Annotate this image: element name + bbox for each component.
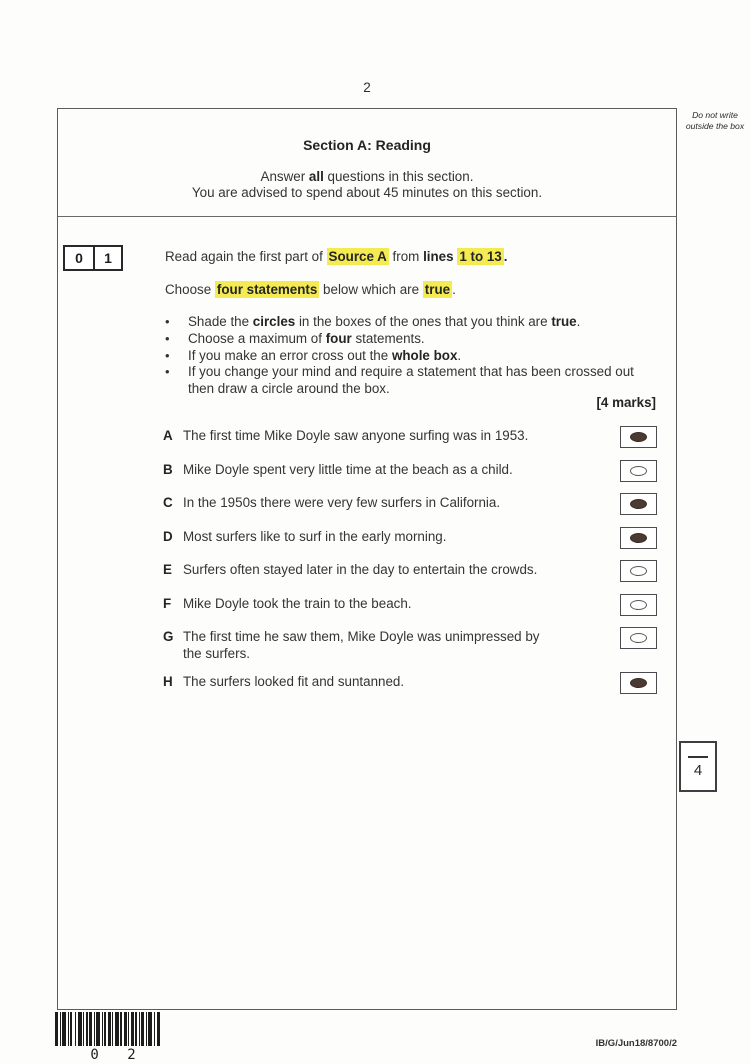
- statement-row: [163, 596, 657, 618]
- answer-box[interactable]: [620, 560, 657, 582]
- bullet-list: [165, 314, 643, 398]
- bullet-item: [165, 348, 643, 365]
- total-marks-value: 4: [693, 762, 703, 779]
- answer-box[interactable]: [620, 627, 657, 649]
- section-title: Section A: Reading: [303, 137, 431, 153]
- statement-text: Mike Doyle spent very little time at the beach as a child.: [183, 461, 513, 477]
- answer-box[interactable]: [620, 426, 657, 448]
- section-header: [58, 109, 676, 217]
- answer-oval: [630, 533, 647, 543]
- bullet-dot-icon: •: [165, 330, 170, 346]
- marks-label: [4 marks]: [596, 395, 656, 410]
- section-instruction-line: You are advised to spend about 45 minutes on this section.: [191, 185, 543, 200]
- answer-oval: [630, 678, 647, 688]
- answer-box[interactable]: [620, 493, 657, 515]
- bullet-text: Shade the circles in the boxes of the ones that you think are true.: [188, 314, 581, 329]
- statement-text: The surfers looked fit and suntanned.: [183, 674, 405, 690]
- footer-reference: IB/G/Jun18/8700/2: [595, 1038, 677, 1049]
- statement-row: [163, 629, 657, 663]
- statement-text: Surfers often stayed later in the day to entertain the crowds.: [183, 562, 538, 577]
- statement-row: [163, 529, 657, 551]
- bullet-item: [165, 364, 643, 398]
- bullet-item: [165, 331, 643, 348]
- question-intro-text: Read again the first part of Source A from lines 1 to 13 .: [165, 249, 508, 264]
- statement-row: [163, 428, 657, 450]
- answer-oval: [630, 633, 647, 643]
- bullet-dot-icon: •: [165, 347, 170, 363]
- answer-box[interactable]: [620, 527, 657, 549]
- question-number-box: [63, 245, 123, 271]
- answer-box[interactable]: [620, 460, 657, 482]
- statement-letter: B: [163, 461, 173, 477]
- statement-list: [163, 428, 657, 708]
- statement-letter: A: [163, 428, 173, 443]
- section-instruction-line: Answer all questions in this section.: [260, 169, 474, 184]
- bullet-text: If you make an error cross out the whole box.: [188, 347, 462, 363]
- statement-letter: G: [163, 629, 174, 644]
- question-number-digit: 0: [75, 250, 83, 266]
- section-instructions: [58, 169, 676, 201]
- statement-text: Mike Doyle took the train to the beach.: [183, 595, 412, 611]
- bullet-item: [165, 314, 643, 331]
- statement-row: [163, 562, 657, 584]
- statement-letter: D: [163, 528, 173, 544]
- statement-row: [163, 462, 657, 484]
- answer-oval: [630, 499, 647, 509]
- total-marks-box: [679, 741, 717, 792]
- answer-oval: [630, 432, 647, 442]
- question-choose-text: Choose four statements below which are true .: [165, 282, 456, 297]
- statement-text: In the 1950s there were very few surfers in California.: [183, 495, 501, 510]
- statement-letter: C: [163, 495, 173, 510]
- margin-note: Do not write outside the box: [685, 110, 745, 132]
- statement-letter: E: [163, 562, 172, 577]
- answer-oval: [630, 600, 647, 610]
- question-number-digit: 1: [93, 247, 121, 269]
- statement-letter: F: [163, 595, 172, 611]
- statement-text: Most surfers like to surf in the early morning.: [183, 528, 447, 544]
- bullet-text: If you change your mind and require a statement that has been crossed out then draw a circle around the box.: [188, 364, 634, 397]
- statement-text: The first time Mike Doyle saw anyone surfing was in 1953.: [183, 428, 529, 443]
- answer-box[interactable]: [620, 594, 657, 616]
- statement-letter: H: [163, 674, 173, 690]
- statement-row: [163, 674, 657, 696]
- answer-oval: [630, 466, 647, 476]
- bullet-text: Choose a maximum of four statements.: [188, 330, 425, 346]
- answer-box[interactable]: [620, 672, 657, 694]
- mark-line: [688, 756, 708, 758]
- statement-text: The first time he saw them, Mike Doyle was unimpressed by the surfers.: [183, 629, 540, 661]
- statement-row: [163, 495, 657, 517]
- bullet-dot-icon: •: [165, 364, 170, 380]
- answer-oval: [630, 566, 647, 576]
- page-number: 2: [363, 80, 371, 95]
- question-frame: [57, 108, 677, 1010]
- barcode-digits: 0 2: [90, 1047, 136, 1063]
- bullet-dot-icon: •: [165, 314, 170, 329]
